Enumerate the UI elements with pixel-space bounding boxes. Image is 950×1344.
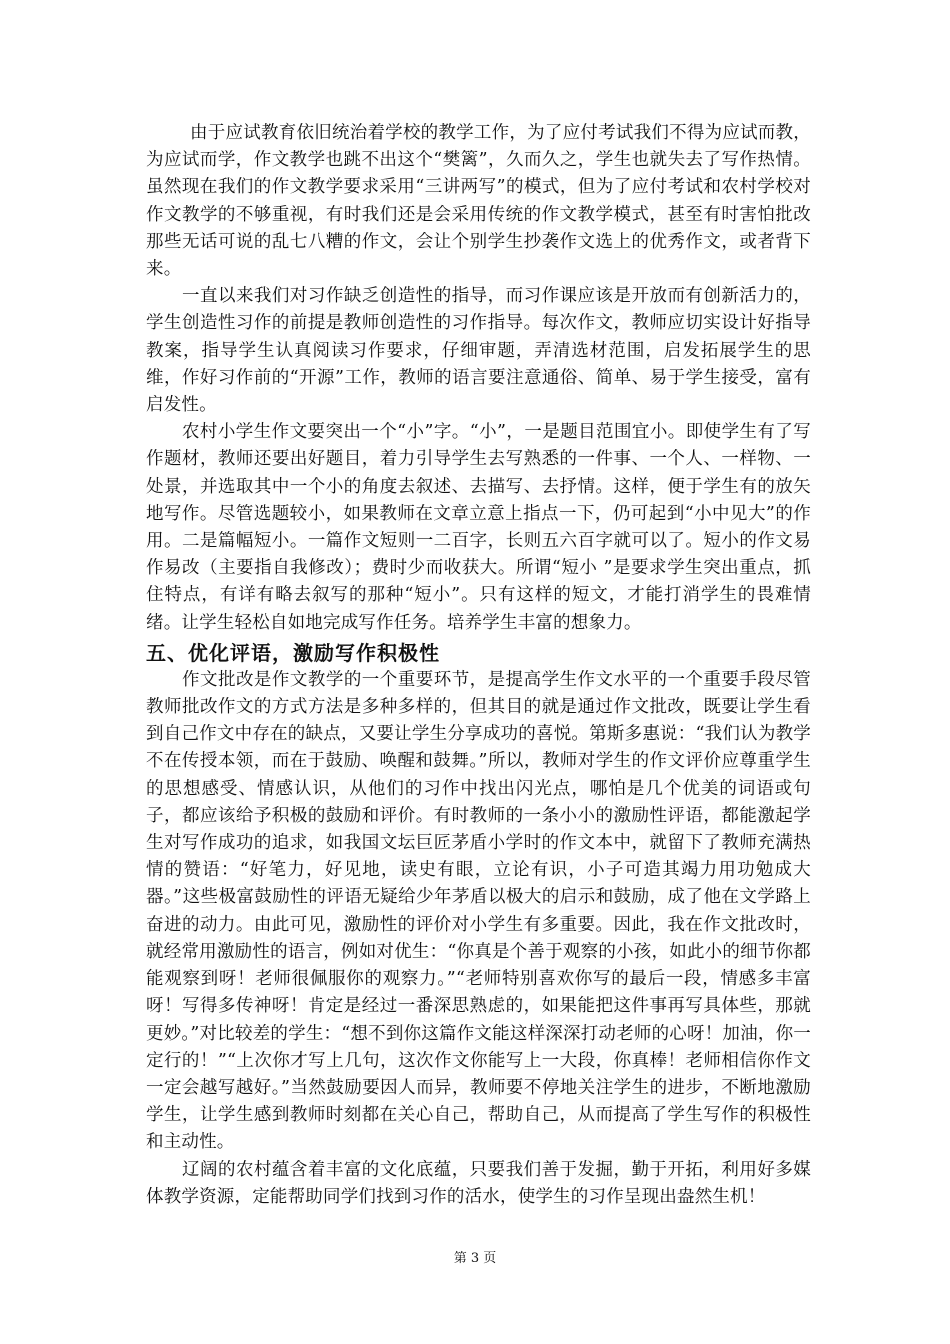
paragraph-encouraging-comments: 作文批改是作文教学的一个重要环节，是提高学生作文水平的一个重要手段尽管教师批改作文的方式方法是多种多样的，但其目的就是通过作文批改，既要让学生看到自己作文中存在的缺点，又要让学生分享成功的喜悦。第斯多惠说：“我们认为教学不在传授本领，而在于鼓励、唤醒和鼓舞。”所以，教师对学生的作文评价应尊重学生的思想感受、情感认识，从他们的习作中找出闪光点，哪怕是几个优美的词语或句子，都应该给予积极的鼓励和评价。有时教师的一条小小的激励性评语，都能激起学生对写作成功的追求，如我国文坛巨匠茅盾小学时的作文本中，就留下了教师充满热情的赞语：“好笔力，好见地，读史有眼，立论有识，小子可造其竭力用功勉成大器。”这些极富鼓励性的评语无疑给少年茅盾以极大的启示和鼓励，成了他在文学路上奋进的动力。由此可见，激励性的评价对小学生有多重要。因此，我在作文批改时，就经常用激励性的语言，例如对优生：“你真是个善于观察的小孩，如此小的细节你都能观察到呀！老师很佩服你的观察力。”“老师特别喜欢你写的最后一段，情感多丰富呀！写得多传神呀！肯定是经过一番深思熟虑的，如果能把这件事再写具体些，那就更妙。”对比较差的学生：“想不到你这篇作文能这样深深打动老师的心呀！加油，你一定行的！”“上次你才写上几句，这次作文你能写上一大段，你真棒！老师相信你作文一定会越写越好。”当然鼓励要因人而异，教师要不停地关注学生的进步，不断地激励学生，让学生感到教师时刻都在关心自己，帮助自己，从而提高了学生写作的积极性和主动性。 bbox=[146, 669, 811, 1153]
page-number: 第 3 页 bbox=[453, 1251, 497, 1266]
document-body bbox=[146, 120, 811, 1211]
paragraph-creative-guidance: 一直以来我们对习作缺乏创造性的指导，而习作课应该是开放而有创新活力的，学生创造性习作的前提是教师创造性的习作指导。每次作文，教师应切实设计好指导教案，指导学生认真阅读习作要求，仔细审题，弄清选材范围，启发拓展学生的思维，作好习作前的“开源”工作，教师的语言要注意通俗、简单、易于学生接受，富有启发性。 bbox=[146, 286, 811, 416]
paragraph-conclusion: 辽阔的农村蕴含着丰富的文化底蕴，只要我们善于发掘，勤于开拓，利用好多媒体教学资源，定能帮助同学们找到习作的活水，使学生的习作呈现出盎然生机！ bbox=[146, 1159, 811, 1207]
paragraph-exam-oriented: 由于应试教育依旧统治着学校的教学工作，为了应付考试我们不得为应试而教，为应试而学，作文教学也跳不出这个“樊篱”，久而久之，学生也就失去了写作热情。虽然现在我们的作文教学要求采用“三讲两写”的模式，但为了应付考试和农村学校对作文教学的不够重视，有时我们还是会采用传统的作文教学模式，甚至有时害怕批改那些无话可说的乱七八糟的作文，会让个别学生抄袭作文选上的优秀作文，或者背下来。 bbox=[146, 123, 811, 280]
paragraph-small-topics: 农村小学生作文要突出一个“小”字。“小”，一是题目范围宜小。即使学生有了写作题材，教师还要出好题目，着力引导学生去写熟悉的一件事、一个人、一样物、一处景，并选取其中一个小的角度去叙述、去描写、去抒情。这样，便于学生有的放矢地写作。尽管选题较小，如果教师在文章立意上指点一下，仍可起到“小中见大”的作用。二是篇幅短小。一篇作文短则一二百字，长则五六百字就可以了。短小的作文易作易改（主要指自我修改）；费时少而收获大。所谓“短小 ”是要求学生突出重点，抓住特点，有详有略去叙写的那种“短小”。只有这样的短文，才能打消学生的畏难情绪。让学生轻松自如地完成写作任务。培养学生丰富的想象力。 bbox=[146, 422, 811, 633]
section-heading: 五、优化评语，激励写作积极性 bbox=[146, 640, 440, 665]
